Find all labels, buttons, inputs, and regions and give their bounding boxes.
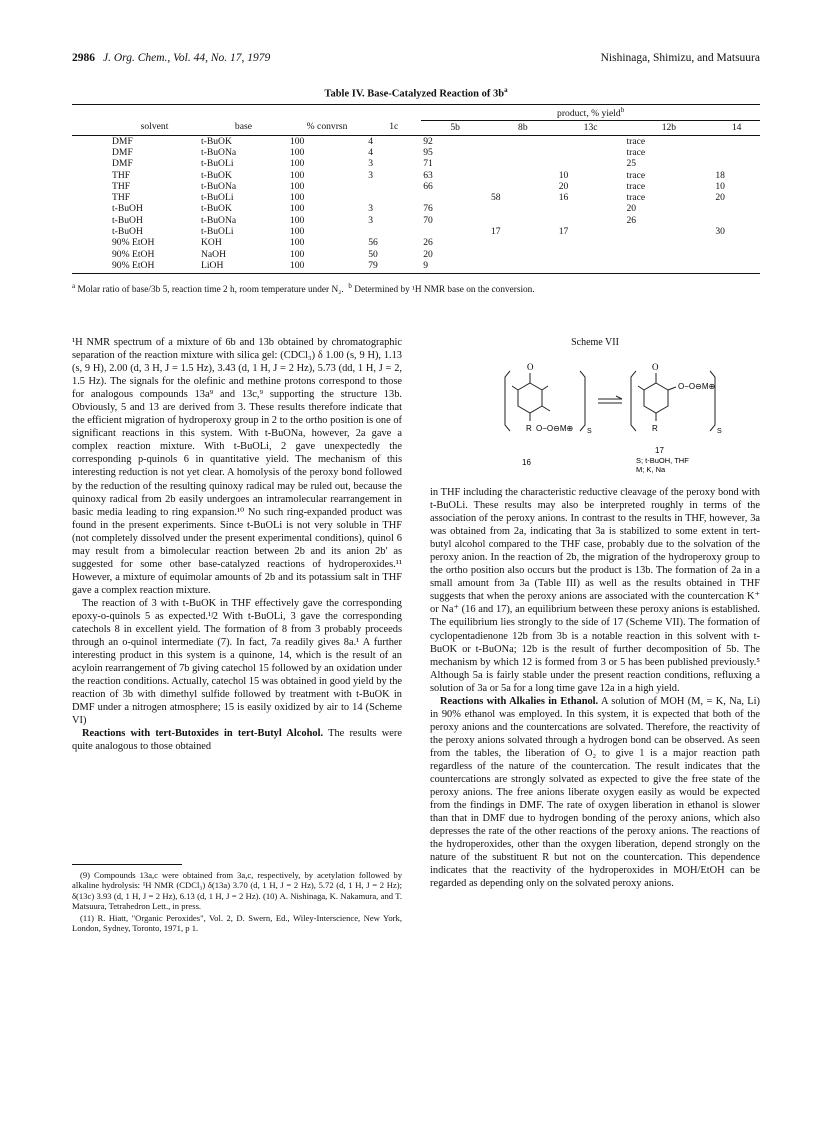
table-cell: 100 bbox=[289, 169, 305, 181]
table-cell: 17 bbox=[490, 226, 501, 238]
anion-label-16: O−O⊖M⊕ bbox=[536, 424, 574, 434]
table-cell bbox=[421, 192, 489, 203]
table-cell: 100 bbox=[289, 248, 305, 260]
table-cell bbox=[713, 158, 760, 169]
table-cell bbox=[713, 215, 760, 226]
column-header-1: solvent bbox=[72, 120, 199, 135]
table-cell: 30 bbox=[715, 226, 725, 238]
table-cell bbox=[489, 260, 557, 274]
table-cell: 100 bbox=[289, 146, 305, 158]
table-cell bbox=[713, 260, 760, 274]
table-cell: t-BuOLi bbox=[201, 226, 234, 238]
column-header-4: 1c bbox=[366, 120, 421, 135]
table-cell: 20 bbox=[558, 180, 569, 192]
journal-citation: J. Org. Chem., Vol. 44, No. 17, 1979 bbox=[103, 52, 271, 64]
table-cell: 56 bbox=[368, 237, 378, 249]
table-cell: 79 bbox=[366, 260, 421, 274]
table-cell: THF bbox=[112, 169, 131, 181]
table-cell: 3 bbox=[368, 158, 374, 170]
table-row bbox=[72, 181, 760, 192]
oxygen-17: O bbox=[652, 362, 659, 373]
table-cell bbox=[366, 181, 421, 192]
table-cell bbox=[557, 215, 625, 226]
table-cell bbox=[489, 181, 557, 192]
column-header-6: 8b bbox=[489, 120, 557, 135]
table-cell: t-BuOLi bbox=[201, 192, 234, 204]
table-cell: NaOH bbox=[201, 248, 227, 260]
table-row bbox=[72, 147, 760, 158]
left-paragraph-2: The reaction of 3 with t-BuOK in THF effectively gave the corresponding epoxy-o-quinols 5 as expected.¹ʲ2 With t-BuOLi, 3 gave the corresponding catechols 8 in excellent yield. The formation of 8 from 3 probably proceeds through an o-quinol intermediate (7). In fact, 7a readily gives 8a.¹ A further interesting product in this system is a quinone, 14, which is the result of an acyloin rearrangement of 7b giving catechol 15 followed by an oxidation under the reaction conditions. Actually, catechol 15 was obtained in good yield by the reaction of 3b with dimethyl sulfide followed by treatment with t-BuOK in DMF under a nitrogen atmosphere; 15 is easily oxidized by air to 14 (Scheme VI) bbox=[72, 597, 403, 727]
footnote-rule bbox=[72, 864, 182, 865]
table-cell: t-BuOH bbox=[112, 214, 143, 226]
table-cell: 100 bbox=[289, 214, 305, 226]
table-cell: 10 bbox=[715, 180, 725, 192]
left-paragraph-3: The results were quite analogous to those obtained bbox=[72, 728, 402, 753]
table-cell: 100 bbox=[289, 158, 305, 170]
table-cell: t-BuOK bbox=[201, 135, 232, 147]
table-cell: trace bbox=[626, 192, 646, 204]
table-cell bbox=[557, 237, 625, 248]
table-cell: DMF bbox=[112, 158, 133, 170]
table-cell: trace bbox=[626, 180, 646, 192]
column-header-row bbox=[72, 120, 760, 135]
structure-16 bbox=[505, 371, 585, 434]
table-cell: 100 bbox=[289, 192, 305, 204]
table-cell: 100 bbox=[289, 180, 305, 192]
scheme-vii bbox=[430, 336, 760, 486]
table-cell: LiOH bbox=[199, 260, 288, 274]
table-cell: 26 bbox=[626, 214, 637, 226]
table-cell: DMF bbox=[112, 146, 133, 158]
table-row bbox=[72, 135, 760, 147]
s-label-17: S bbox=[717, 428, 722, 436]
table-title: Table IV. Base-Catalyzed Reaction of $3b^a$ bbox=[324, 86, 508, 100]
r-label-17: R bbox=[652, 424, 658, 434]
scheme-condition-2: M; K, Na bbox=[636, 465, 666, 474]
table-row bbox=[72, 158, 760, 169]
table-cell bbox=[489, 249, 557, 260]
table-cell bbox=[366, 192, 421, 203]
table-footnote-b: Determined by ¹H NMR base on the conversion. bbox=[354, 285, 535, 296]
right-paragraph-1: in THF including the characteristic reductive cleavage of the peroxy bond with t-BuOLi. These results may also be interpreted roughly in terms of the association of the peroxy anions. In contrast to the results in THF, however, 3a was obtained from 2a, indicating that 3a is stabilized to some extent in tert-butyl alcohol compared to the THF case, probably due to the solvation of the peroxy anion. In the reaction of 2b, the migration of the hydroperoxy group to the ortho position also occurs but the product is 13b. The formation of 2a in a small amount from 3a (Table III) as well as the results obtained in THF suggests that when the peroxy anions are associated with the countercation K⁺ or Na⁺ (16 and 17), an equilibrium between these peroxy anions is established. The equilibrium lies strongly to the side of 17 (Scheme VII). The formation of cyclopentadienone 12b from 3b is a notable reaction in this solvent with t-BuOK or t-BuONa; 12b is the result of further decomposition of 5b. The mechanism by which 12 is formed from 3 or 5 has been published previously.⁵ Although 5a is fairly stable under the present reaction conditions, refluxing a solution of 3a or 5a for a long time gave 12a in a high yield. bbox=[430, 487, 760, 694]
table-cell bbox=[489, 215, 557, 226]
table-cell bbox=[489, 135, 557, 147]
table-cell: t-BuONa bbox=[201, 146, 237, 158]
table-cell bbox=[713, 135, 760, 147]
section-heading-alkalies: Reactions with Alkalies in Ethanol. bbox=[440, 695, 599, 707]
table-cell bbox=[713, 203, 760, 214]
table-cell bbox=[489, 237, 557, 248]
scheme-condition-1: S; t-BuOH, THF bbox=[636, 456, 689, 466]
page-number: 2986 bbox=[72, 52, 95, 64]
table-row bbox=[72, 170, 760, 181]
scheme-title: Scheme VII bbox=[571, 337, 619, 348]
r-label-16: R bbox=[526, 424, 532, 434]
table-body bbox=[72, 135, 760, 274]
table-cell: 71 bbox=[423, 158, 433, 170]
table-row bbox=[72, 215, 760, 226]
table-cell: t-BuONa bbox=[201, 214, 237, 226]
table-cell bbox=[489, 170, 557, 181]
left-column bbox=[72, 336, 403, 934]
table-cell: 26 bbox=[423, 237, 433, 249]
running-header bbox=[72, 52, 760, 70]
table-cell bbox=[624, 226, 713, 237]
table-cell: DMF bbox=[112, 135, 133, 147]
table-cell: 100 bbox=[289, 203, 305, 215]
table-cell: 25 bbox=[626, 158, 637, 170]
table-cell: trace bbox=[626, 169, 646, 181]
page-footnotes bbox=[72, 864, 402, 934]
table-cell: t-BuOK bbox=[201, 169, 232, 181]
table-cell: 100 bbox=[288, 260, 366, 274]
table-cell bbox=[421, 226, 489, 237]
table-row bbox=[72, 237, 760, 248]
table-cell: t-BuONa bbox=[201, 180, 237, 192]
label-16: 16 bbox=[522, 458, 531, 468]
table-cell: t-BuOH bbox=[112, 226, 143, 238]
table-cell bbox=[624, 249, 713, 260]
table-cell: 4 bbox=[368, 135, 374, 147]
oxygen-16: O bbox=[527, 362, 534, 373]
table-cell: t-BuOLi bbox=[201, 158, 234, 170]
right-paragraph-2: A solution of MOH (M, = K, Na, Li) in 90% ethanol was employed. In this system, it is expected that both of the peroxy anions and the countercations are solvated. Therefore, the reactivity of the peroxy anions solvated through a hydrogen bond can be observed. As seen from the tables, the liberation of O₂ to give 1 is a major reaction path regardless of the nature of the countercation. The result indicates that the countercations are strongly solvated as expected to give the free state of the peroxy anions. The free anions liberate oxygen easily as would be expected from the findings in DMF. The rate of oxygen liberation in ethanol is slower than that in DMF due to hydrogen bonding of the peroxy anions, which also depresses the rate of the other reactions of the peroxy anions. The reactions of the hydroperoxides, other than the oxygen liberation, depend strongly on the nature of the substituent R but not on the countercation. This dependence indicates that the reactivity of the hydroperoxides in MOH/EtOH can be regarded as depending only on the solvated peroxy anions. bbox=[430, 695, 760, 890]
column-header-2: base bbox=[199, 120, 288, 135]
table-cell bbox=[713, 249, 760, 260]
table-cell bbox=[557, 147, 625, 158]
table-cell: trace bbox=[626, 135, 646, 147]
equilibrium-arrow bbox=[598, 396, 622, 403]
anion-label-17: O−O⊖M⊕ bbox=[678, 382, 716, 392]
table-cell bbox=[557, 249, 625, 260]
table-cell: 3 bbox=[368, 203, 374, 215]
table-cell: 50 bbox=[368, 248, 378, 260]
table-cell: 20 bbox=[626, 203, 637, 215]
table-cell: THF bbox=[112, 180, 131, 192]
section-heading-tert-butoxides: Reactions with tert-Butoxides in tert-Butyl Alcohol. bbox=[82, 728, 324, 740]
data-table bbox=[72, 104, 760, 275]
column-header-9: 14 bbox=[713, 120, 760, 135]
table-row bbox=[72, 203, 760, 214]
table-cell: 90% EtOH bbox=[112, 237, 155, 249]
right-column bbox=[430, 336, 760, 890]
table-cell: 58 bbox=[490, 192, 501, 204]
table-cell: 63 bbox=[423, 169, 433, 181]
table-cell: 4 bbox=[368, 146, 374, 158]
table-cell: 95 bbox=[423, 146, 433, 158]
table-cell bbox=[557, 260, 625, 274]
table-cell bbox=[557, 203, 625, 214]
table-cell: 3 bbox=[368, 214, 374, 226]
table-cell: t-BuOH bbox=[112, 203, 143, 215]
table-cell bbox=[557, 135, 625, 147]
table-row bbox=[72, 260, 760, 274]
table-cell: 18 bbox=[715, 169, 725, 181]
table-cell bbox=[624, 237, 713, 248]
table-row bbox=[72, 249, 760, 260]
left-paragraph-1: ¹H NMR spectrum of a mixture of 6b and 13b obtained by chromatographic separation of the reaction mixture with silica gel: (CDCl₃) δ 1.00 (s, 9 H), 1.13 (s, 9 H), 2.00 (d, 3 H, J = 1.5 Hz), 3.43 (d, 1 H, J = 2 Hz), 5.73 (dd, 1 H, J = 2, 1.5 Hz). The signals for the olefinic and methine protons correspond to those for analogous compounds 13a⁹ and 13c,⁹ supporting the structure 13b. Obviously, 5 and 13 are derived from 3. These results therefore indicate that the efficient migration of hydroperoxy group in 2 to the ortho position is one of significant reactions in this system. With t-BuONa, however, 2a gave a complex reaction mixture. With t-BuOLi, 2 gave unexpectedly the corresponding p-quinols 6 in quantitative yield. The mechanism of this interesting reduction is not yet clear. A homolysis of the peroxy bond followed by the reduction of the resulting quinoxy radical may be ruled out, because the quinoxy radical from 2b easily undergoes an intramolecular rearrangement in basic media leading to ring expansion.¹⁰ No such ring-expanded product was found in the present experiments. Since t-BuOLi is not very soluble in THF (not completely dissolved under the present experimental conditions), quinol 6 may result from a bimolecular reaction between 2b and its anion 2b′ as suggested for some other base-catalyzed reactions of hydroperoxides.¹¹ However, a mixture of equimolar amounts of 2b and its potassium salt in THF gave a complex reaction mixture. bbox=[72, 337, 402, 596]
table-cell: 10 bbox=[558, 169, 569, 181]
s-label-16: S bbox=[587, 428, 592, 436]
table-cell: trace bbox=[626, 146, 646, 158]
table-cell: 90% EtOH bbox=[72, 260, 199, 274]
table-title-mark: a bbox=[504, 86, 508, 94]
column-header-7: 13c bbox=[557, 120, 625, 135]
footnote-9: (9) Compounds 13a,c were obtained from 3a,c, respectively, by acetylation followed by alkaline hydrolysis: ¹H NMR (CDCl₃) δ(13a) 3.70 (d, 1 H, J = 2 Hz), 5.72 (d, 1 H, J = 2 Hz); δ(13c) 3.93 (d, 1 H, J = 2 Hz), 6.13 (d, 1 H, J = 2 Hz). (10) A. Nishinaga, K. Nakamura, and T. Matsuura, Tetrahedron Lett., in press. bbox=[72, 870, 402, 912]
table-cell: THF bbox=[112, 192, 131, 204]
table-row bbox=[72, 226, 760, 237]
authors: Nishinaga, Shimizu, and Matsuura bbox=[600, 52, 760, 64]
table-row bbox=[72, 192, 760, 203]
structure-17 bbox=[631, 371, 715, 434]
table-cell: 70 bbox=[423, 214, 433, 226]
page bbox=[72, 52, 760, 296]
column-header-5: 5b bbox=[421, 120, 489, 135]
footnote-11: (11) R. Hiatt, "Organic Peroxides", Vol. 2, D. Swern, Ed., Wiley-Interscience, New York, London, Sydney, Toronto, 1971, p 1. bbox=[72, 912, 402, 934]
table-cell: 20 bbox=[715, 192, 725, 204]
table-cell: 100 bbox=[289, 237, 305, 249]
column-header-3: % convrsn bbox=[288, 120, 366, 135]
table-cell: 90% EtOH bbox=[112, 248, 155, 260]
table-cell: 100 bbox=[289, 135, 305, 147]
table-cell: KOH bbox=[201, 237, 222, 249]
table-cell bbox=[489, 203, 557, 214]
table-cell bbox=[624, 260, 713, 274]
table-cell bbox=[489, 158, 557, 169]
group-header-mark: b bbox=[620, 105, 625, 114]
table-cell bbox=[489, 147, 557, 158]
table-cell bbox=[557, 158, 625, 169]
table-cell bbox=[366, 226, 421, 237]
table-cell: t-BuOK bbox=[201, 203, 232, 215]
table-cell: 20 bbox=[423, 248, 433, 260]
table-cell: 92 bbox=[423, 135, 433, 147]
scheme-structures bbox=[430, 353, 760, 473]
table-cell: 66 bbox=[423, 180, 433, 192]
table-cell: 100 bbox=[289, 226, 305, 238]
table-footnotes bbox=[72, 280, 760, 296]
table-cell: 9 bbox=[421, 260, 489, 274]
table-cell: 3 bbox=[368, 169, 374, 181]
group-header: product, % yield$^b$ bbox=[421, 105, 760, 121]
table-footnote-b-mark: b bbox=[348, 282, 352, 291]
table-footnote-a-mark: a bbox=[72, 282, 76, 291]
table-cell: 17 bbox=[558, 226, 569, 238]
label-17: 17 bbox=[655, 446, 664, 456]
table-cell: 76 bbox=[423, 203, 433, 215]
table-cell: 16 bbox=[558, 192, 569, 204]
column-header-8: 12b bbox=[624, 120, 713, 135]
table-footnote-a: Molar ratio of base/3b 5, reaction time 2 h, room temperature under N₂. bbox=[77, 285, 344, 296]
table-cell bbox=[713, 147, 760, 158]
table-cell bbox=[713, 237, 760, 248]
